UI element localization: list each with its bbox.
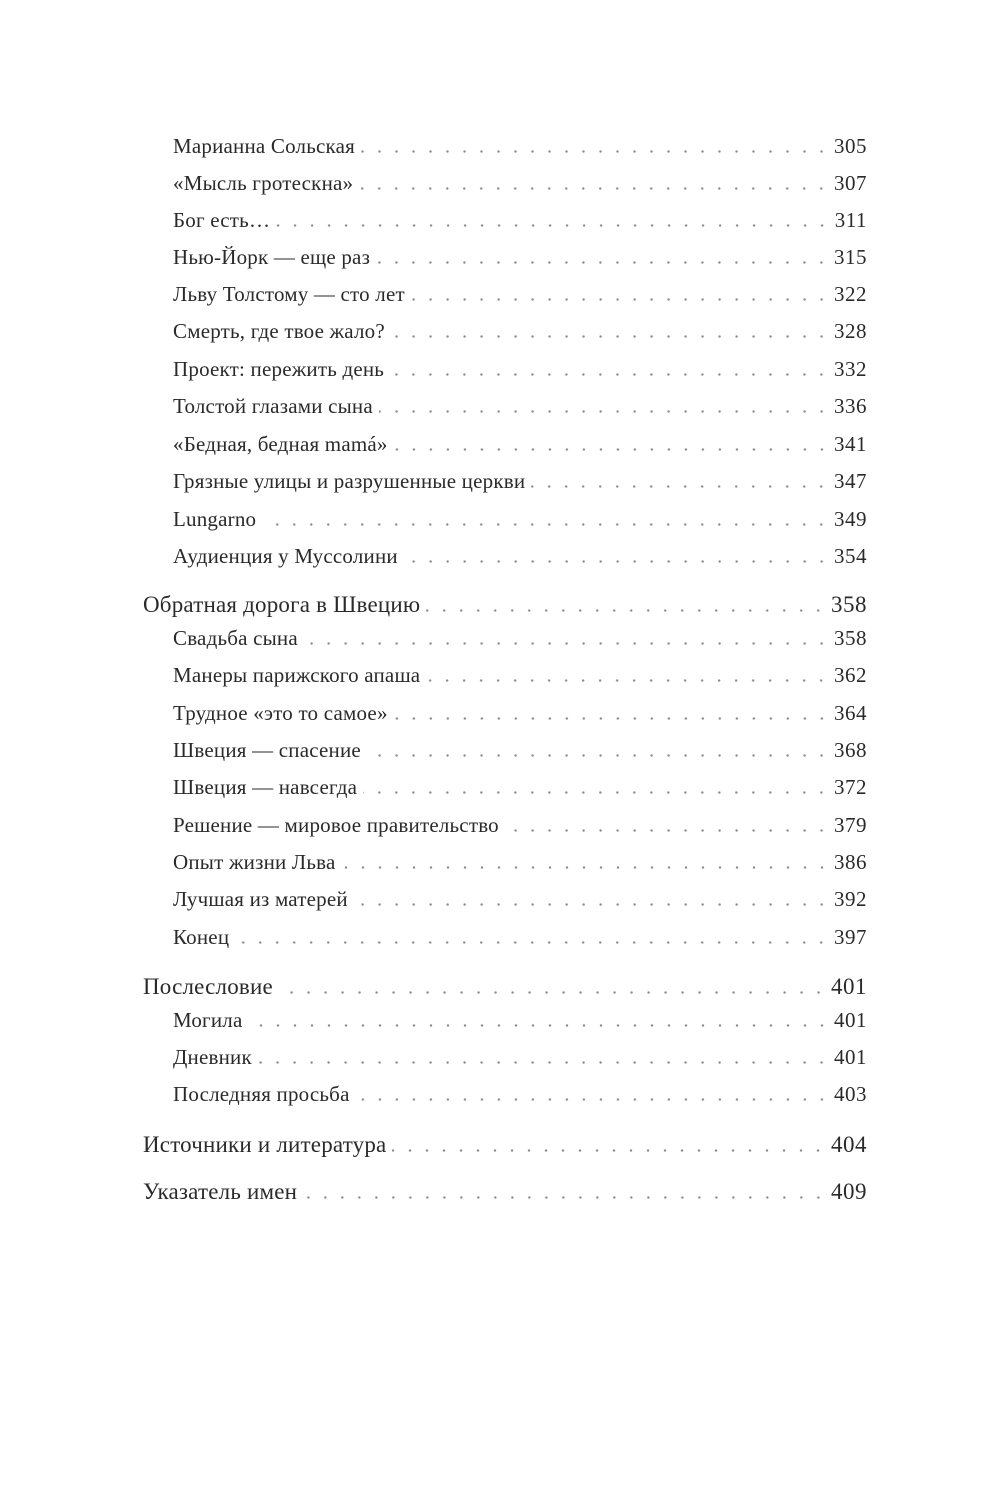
toc-entry xyxy=(173,1077,867,1111)
toc-entry xyxy=(173,696,867,730)
toc-entry-page: 364 xyxy=(834,701,867,725)
dot-leader xyxy=(276,224,831,227)
dot-leader xyxy=(411,298,830,301)
toc-entry-title: Аудиенция у Муссолини xyxy=(173,544,398,568)
toc-entry xyxy=(173,502,867,536)
toc-entry-page: 347 xyxy=(834,469,867,493)
dot-leader xyxy=(390,373,830,376)
toc-entry-title: Лучшая из матерей xyxy=(173,887,348,911)
toc-entry xyxy=(173,464,867,498)
toc-entry-title: Грязные улицы и разрушенные церкви xyxy=(173,469,526,493)
dot-leader xyxy=(426,679,830,682)
toc-entry xyxy=(173,733,867,767)
toc-chapter xyxy=(143,1128,867,1162)
toc-chapter-title: Источники и литература xyxy=(143,1132,387,1157)
toc-entry-title: Манеры парижского апаша xyxy=(173,663,421,687)
toc-entry-title: Решение — мировое правительство xyxy=(173,813,499,837)
toc-chapter-title: Обратная дорога в Швецию xyxy=(143,592,421,617)
dot-leader xyxy=(505,829,830,832)
dot-leader xyxy=(342,866,831,869)
toc-entry-page: 362 xyxy=(834,663,867,687)
dot-leader xyxy=(303,1196,827,1199)
toc-entry-title: Конец xyxy=(173,925,230,949)
toc-entry xyxy=(173,882,867,916)
dot-leader xyxy=(426,609,827,612)
toc-entry xyxy=(173,166,867,200)
dot-leader xyxy=(356,1098,830,1101)
toc-entry xyxy=(173,658,867,692)
toc-entry-title: Последняя просьба xyxy=(173,1082,350,1106)
dot-leader xyxy=(394,448,830,451)
toc-entry xyxy=(173,770,867,804)
toc-entry-page: 368 xyxy=(834,738,867,762)
toc-entry-page: 332 xyxy=(834,357,867,381)
dot-leader xyxy=(279,991,827,994)
toc-chapter-title: Указатель имен xyxy=(143,1179,298,1204)
toc-entry xyxy=(173,352,867,386)
toc-entry xyxy=(173,1040,867,1074)
dot-leader xyxy=(392,1149,827,1152)
dot-leader xyxy=(376,261,830,264)
dot-leader xyxy=(304,642,830,645)
dot-leader xyxy=(394,717,830,720)
toc-chapter xyxy=(143,1175,867,1209)
toc-entry xyxy=(173,277,867,311)
toc-entry xyxy=(173,129,867,163)
toc-entry-page: 372 xyxy=(834,775,867,799)
toc-entry-page: 307 xyxy=(834,171,867,195)
toc-chapter xyxy=(143,588,867,622)
toc-entry xyxy=(173,240,867,274)
toc-entry-page: 379 xyxy=(834,813,867,837)
toc-entry-page: 403 xyxy=(834,1082,867,1106)
toc-entry-page: 328 xyxy=(834,319,867,343)
toc-entry-page: 305 xyxy=(834,134,867,158)
toc-entry xyxy=(173,203,867,237)
toc-chapter-page: 404 xyxy=(831,1132,867,1157)
toc-chapter xyxy=(143,970,867,1004)
toc-entry-title: Нью-Йорк — еще раз xyxy=(173,245,371,269)
toc-entry-page: 336 xyxy=(834,394,867,418)
dot-leader xyxy=(354,903,830,906)
toc-entry-title: Смерть, где твое жало? xyxy=(173,319,385,343)
toc-entry xyxy=(173,808,867,842)
dot-leader xyxy=(367,754,830,757)
toc-entry-page: 311 xyxy=(834,208,867,232)
dot-leader xyxy=(258,1061,830,1064)
toc-entry-page: 341 xyxy=(834,432,867,456)
toc-entry xyxy=(173,539,867,573)
dot-leader xyxy=(235,941,830,944)
toc-entry-title: Толстой глазами сына xyxy=(173,394,373,418)
toc-entry-title: Lungarno xyxy=(173,507,257,531)
toc-chapter-title: Послесловие xyxy=(143,974,273,999)
toc-entry-title: Швеция — навсегда xyxy=(173,775,358,799)
toc-entry-title: Могила xyxy=(173,1008,243,1032)
toc-entry-page: 349 xyxy=(834,507,867,531)
toc-entry-page: 315 xyxy=(834,245,867,269)
toc-entry-title: Опыт жизни Льва xyxy=(173,850,336,874)
toc-entry-page: 397 xyxy=(834,925,867,949)
dot-leader xyxy=(249,1024,830,1027)
toc-entry-title: «Бедная, бедная mamá» xyxy=(173,432,388,456)
toc-entry-title: Трудное «это то самое» xyxy=(173,701,388,725)
toc-entry xyxy=(173,920,867,954)
toc-entry-page: 386 xyxy=(834,850,867,874)
toc-entry-title: Швеция — спасение xyxy=(173,738,361,762)
toc-entry-title: Льву Толстому — сто лет xyxy=(173,282,405,306)
toc-entry-page: 354 xyxy=(834,544,867,568)
toc-entry-page: 322 xyxy=(834,282,867,306)
dot-leader xyxy=(361,150,830,153)
toc-entry-title: Проект: пережить день xyxy=(173,357,385,381)
toc-entry xyxy=(173,389,867,423)
toc-entry-page: 392 xyxy=(834,887,867,911)
toc-entry-title: Бог есть… xyxy=(173,208,271,232)
toc-entry-title: Дневник xyxy=(173,1045,252,1069)
dot-leader xyxy=(379,410,830,413)
toc-entry xyxy=(173,314,867,348)
dot-leader xyxy=(531,485,830,488)
toc-entry xyxy=(173,427,867,461)
toc-entry-title: Марианна Сольская xyxy=(173,134,355,158)
toc-entry-page: 358 xyxy=(834,626,867,650)
toc-chapter-page: 401 xyxy=(831,974,867,999)
toc-entry xyxy=(173,1003,867,1037)
dot-leader xyxy=(359,187,830,190)
toc-entry xyxy=(173,621,867,655)
toc-chapter-page: 409 xyxy=(831,1179,867,1204)
dot-leader xyxy=(391,335,830,338)
toc-entry-page: 401 xyxy=(834,1045,867,1069)
toc-chapter-page: 358 xyxy=(831,592,867,617)
dot-leader xyxy=(363,791,830,794)
dot-leader xyxy=(404,560,830,563)
toc-entry-title: «Мысль гротескна» xyxy=(173,171,354,195)
toc-entry-page: 401 xyxy=(834,1008,867,1032)
toc-entry xyxy=(173,845,867,879)
toc-entry-title: Свадьба сына xyxy=(173,626,298,650)
dot-leader xyxy=(262,523,830,526)
